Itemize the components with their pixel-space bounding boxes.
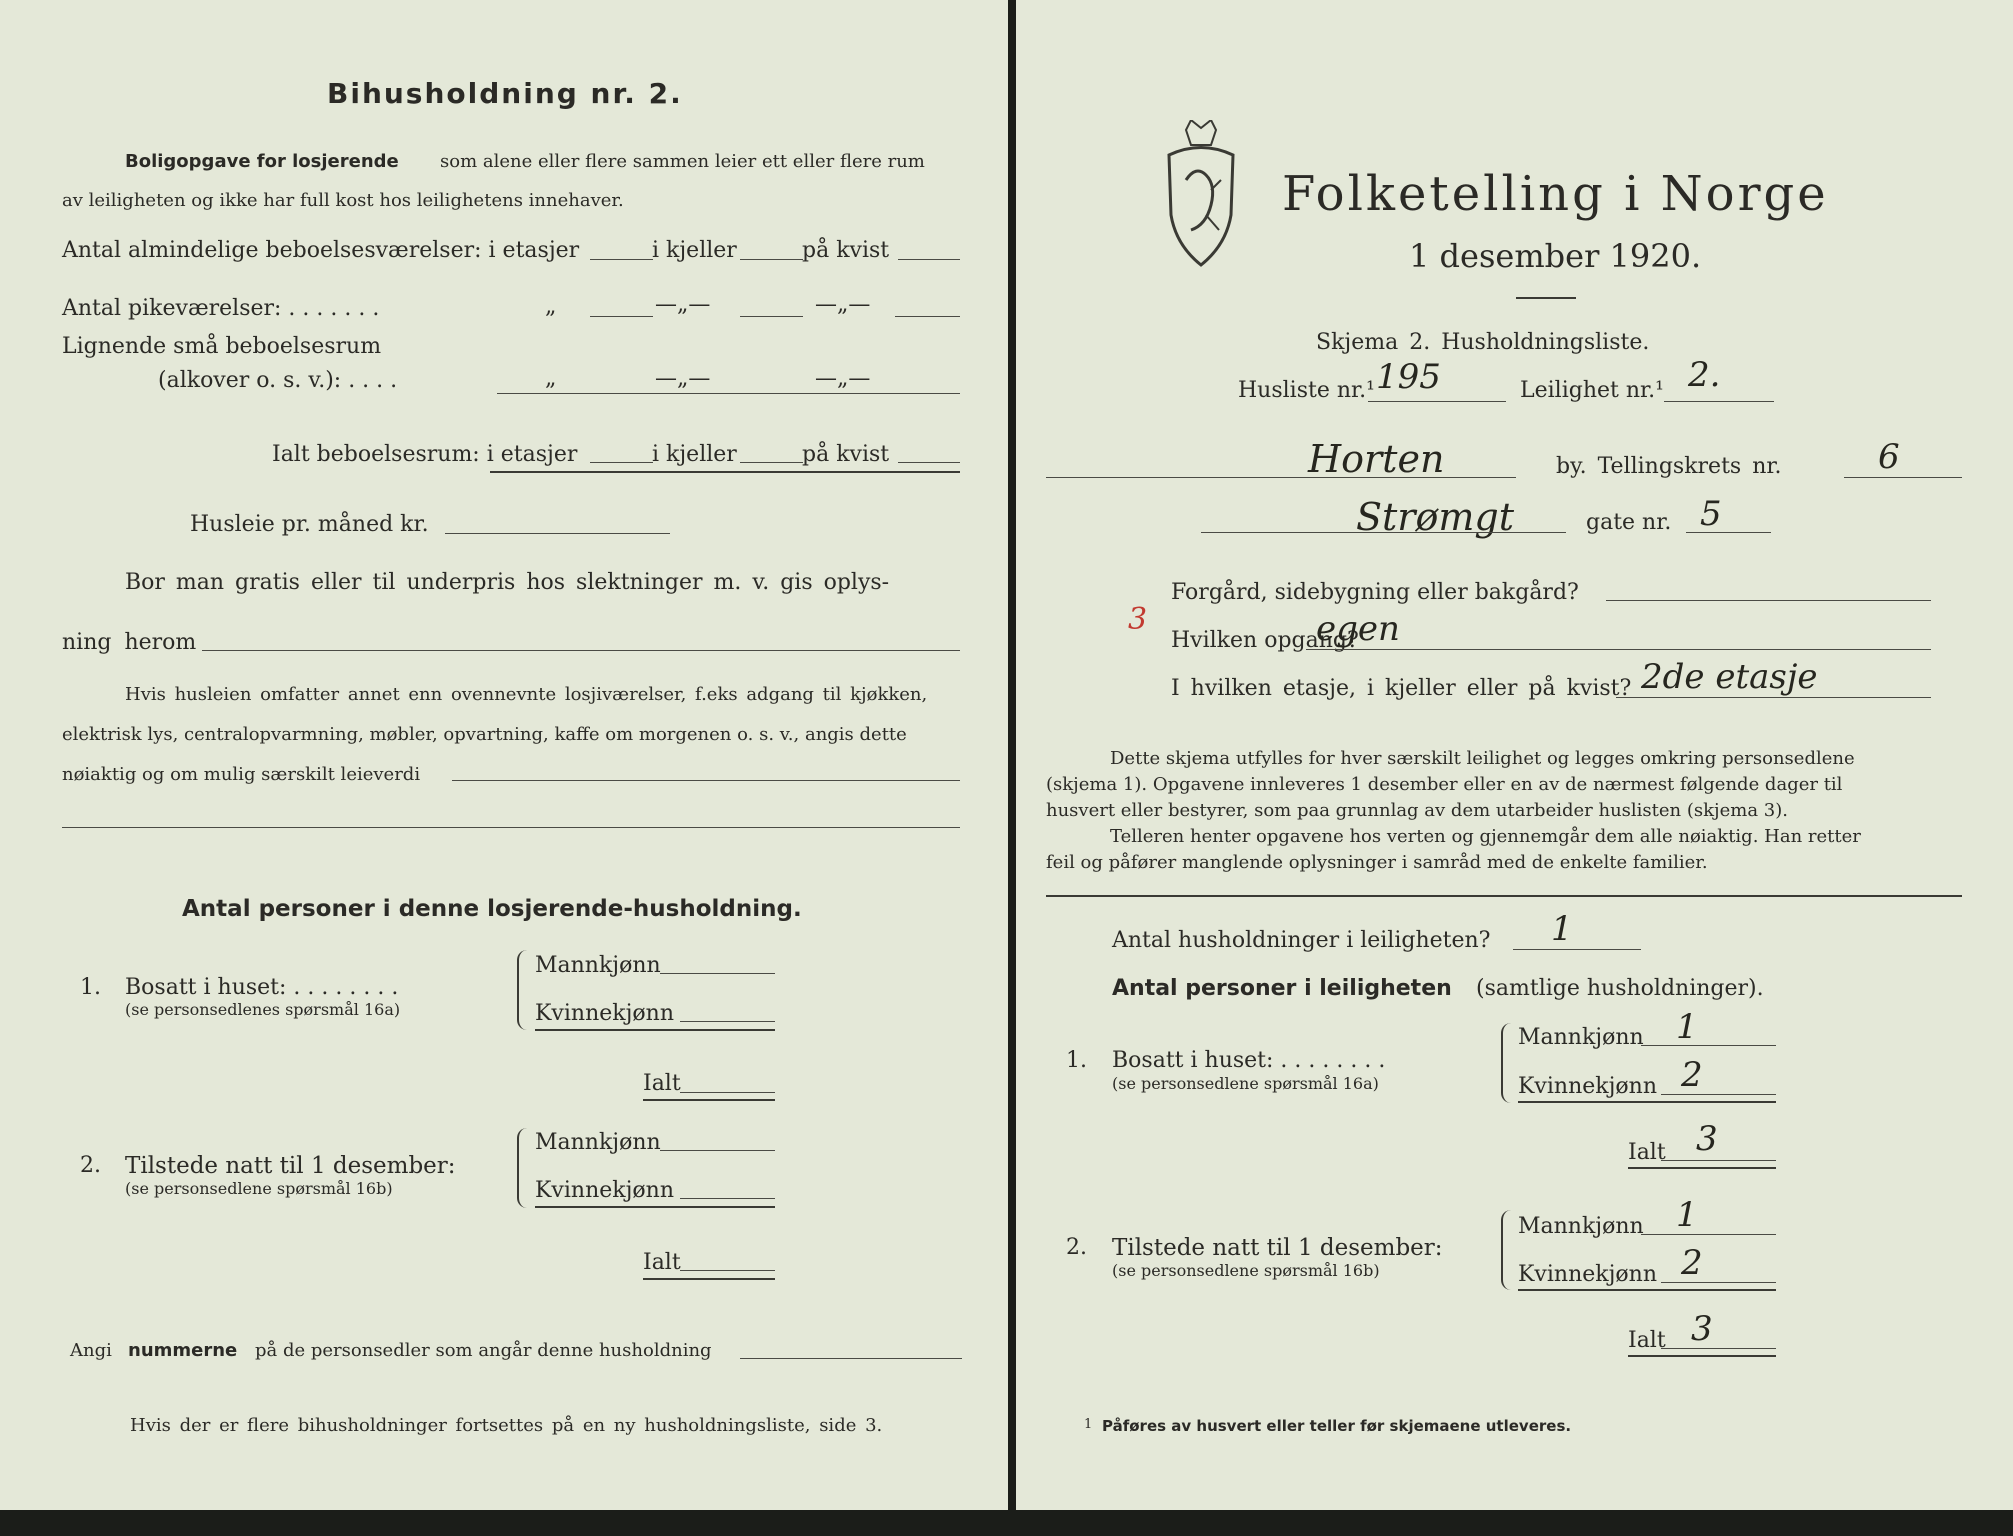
schema-label: Skjema 2. Husholdningsliste.	[1316, 330, 1650, 355]
hw-krets: 6	[1878, 437, 1900, 477]
left-q2-sub: (se personsedlene spørsmål 16b)	[125, 1179, 393, 1198]
left-q1-label: Bosatt i huset: . . . . . . . .	[125, 975, 399, 1000]
instr-1: Dette skjema utfylles for hver særskilt leilighet og legges omkring personsedlene	[1110, 748, 1855, 769]
angi-rest: på de personsedler som angår denne husholdning	[255, 1340, 712, 1361]
by-label: by. Tellingskrets nr.	[1556, 454, 1782, 479]
left-title: Bihusholdning nr. 2.	[327, 77, 683, 110]
right-q2-mann: Mannkjønn	[1518, 1214, 1644, 1239]
alk-q1: „	[545, 366, 557, 391]
forgard-label: Forgård, sidebygning eller bakgård?	[1171, 580, 1579, 605]
ialt-rooms-kvist: på kvist	[802, 442, 890, 467]
right-q2-label: Tilstede natt til 1 desember:	[1112, 1235, 1443, 1261]
hw-etasje: 2de etasje	[1641, 657, 1818, 697]
hw-street: Strømgt	[1356, 495, 1514, 539]
right-title: Folketelling i Norge	[1282, 166, 1829, 222]
hw-leilighet: 2.	[1688, 355, 1721, 395]
left-q1-mann: Mannkjønn	[535, 953, 661, 978]
left-q2-mann: Mannkjønn	[535, 1130, 661, 1155]
hw-husliste: 195	[1376, 357, 1441, 397]
intro-bold: Boligopgave for losjerende	[125, 151, 399, 172]
right-q2-num: 2.	[1066, 1235, 1087, 1260]
right-page	[1016, 0, 2013, 1510]
hw-red-mark: 3	[1128, 602, 1148, 637]
rooms-label: Antal almindelige beboelsesværelser: i etasjer	[62, 238, 580, 263]
right-persons-rest: (samtlige husholdninger).	[1476, 976, 1764, 1001]
opgang-label: Hvilken opgang?	[1171, 628, 1359, 653]
footnote-num: 1	[1084, 1417, 1093, 1432]
ialt-rooms-label: Ialt beboelsesrum: i etasjer	[272, 442, 578, 467]
hw-q2-ialt: 3	[1691, 1309, 1713, 1349]
left-q1-kvinne: Kvinnekjønn	[535, 1001, 674, 1026]
angi-pre: Angi	[70, 1340, 112, 1361]
right-q1-ialt: Ialt	[1628, 1140, 1666, 1165]
right-persons-bold: Antal personer i leiligheten	[1112, 976, 1452, 1001]
instr-5: feil og påfører manglende oplysninger i samråd med de enkelte familier.	[1046, 852, 1708, 873]
hw-households: 1	[1551, 909, 1573, 949]
small-rooms-2: (alkover o. s. v.): . . . .	[158, 368, 398, 393]
small-rooms-1: Lignende små beboelsesrum	[62, 334, 382, 359]
left-q2-num: 2.	[80, 1153, 101, 1178]
right-q1-sub: (se personsedlene spørsmål 16a)	[1112, 1074, 1379, 1093]
left-q2-kvinne: Kvinnekjønn	[535, 1178, 674, 1203]
right-date: 1 desember 1920.	[1409, 237, 1702, 275]
husleien-1: Hvis husleien omfatter annet enn ovennevnte losjiværelser, f.eks adgang til kjøkken,	[125, 684, 928, 705]
pike-q3: —„—	[815, 292, 871, 317]
intro-rest: som alene eller flere sammen leier ett eller flere rum	[440, 151, 925, 172]
footnote: Påføres av husvert eller teller før skjemaene utleveres.	[1102, 1417, 1572, 1435]
gratis-2: ning herom	[62, 630, 197, 655]
left-page	[0, 0, 1008, 1510]
instr-3: husvert eller bestyrer, som paa grunnlag av dem utarbeider huslisten (skjema 3).	[1046, 800, 1788, 821]
hw-city: Horten	[1308, 437, 1445, 481]
ialt-rooms-kjeller: i kjeller	[652, 442, 737, 467]
rooms-kjeller: i kjeller	[652, 238, 737, 263]
norway-coat-of-arms-icon	[1161, 120, 1241, 270]
leilighet-label: Leilighet nr.¹	[1520, 378, 1664, 403]
husliste-label: Husliste nr.¹	[1238, 378, 1375, 403]
right-q2-sub: (se personsedlene spørsmål 16b)	[1112, 1261, 1380, 1280]
intro-line2: av leiligheten og ikke har full kost hos leilighetens innehaver.	[62, 190, 624, 211]
hw-q2-kvinne: 2	[1681, 1243, 1703, 1283]
hw-q1-mann: 1	[1676, 1007, 1698, 1047]
right-q1-label: Bosatt i huset: . . . . . . . .	[1112, 1048, 1386, 1073]
etasje-label: I hvilken etasje, i kjeller eller på kvist?	[1171, 676, 1632, 701]
left-persons-heading: Antal personer i denne losjerende-husholdning.	[182, 896, 802, 922]
hw-q1-ialt: 3	[1696, 1119, 1718, 1159]
left-q2-ialt: Ialt	[643, 1250, 681, 1275]
right-q2-kvinne: Kvinnekjønn	[1518, 1262, 1657, 1287]
right-q1-num: 1.	[1066, 1048, 1087, 1073]
alk-q2: —„—	[655, 366, 711, 391]
pike-q1: „	[545, 294, 557, 319]
right-q1-mann: Mannkjønn	[1518, 1025, 1644, 1050]
right-q2-ialt: Ialt	[1628, 1328, 1666, 1353]
gate-label: gate nr.	[1586, 510, 1672, 535]
instr-4: Telleren henter opgavene hos verten og gjennemgår dem alle nøiaktig. Han retter	[1110, 826, 1861, 847]
pike-label: Antal pikeværelser: . . . . . . .	[62, 296, 380, 321]
households-label: Antal husholdninger i leiligheten?	[1112, 928, 1491, 953]
husleie-label: Husleie pr. måned kr.	[190, 512, 429, 537]
left-q1-num: 1.	[80, 975, 101, 1000]
pike-q2: —„—	[655, 292, 711, 317]
hw-q2-mann: 1	[1676, 1195, 1698, 1235]
rooms-kvist: på kvist	[802, 238, 890, 263]
instr-2: (skjema 1). Opgavene innleveres 1 desember eller en av de nærmest følgende dager til	[1046, 774, 1843, 795]
left-q1-sub: (se personsedlenes spørsmål 16a)	[125, 1000, 401, 1019]
right-q1-kvinne: Kvinnekjønn	[1518, 1074, 1657, 1099]
gratis-1: Bor man gratis eller til underpris hos slektninger m. v. gis oplys-	[125, 570, 890, 595]
angi-bold: nummerne	[128, 1340, 238, 1361]
left-footer: Hvis der er flere bihusholdninger fortsettes på en ny husholdningsliste, side 3.	[130, 1415, 883, 1436]
hw-opgang: egen	[1316, 609, 1400, 649]
husleien-3: nøiaktig og om mulig særskilt leieverdi	[62, 764, 421, 785]
left-q2-label: Tilstede natt til 1 desember:	[125, 1153, 456, 1179]
hw-gate-nr: 5	[1700, 494, 1722, 534]
alk-q3: —„—	[815, 366, 871, 391]
husleien-2: elektrisk lys, centralopvarmning, møbler, opvartning, kaffe om morgenen o. s. v., angis dette	[62, 724, 907, 745]
left-q1-ialt: Ialt	[643, 1071, 681, 1096]
hw-q1-kvinne: 2	[1681, 1055, 1703, 1095]
